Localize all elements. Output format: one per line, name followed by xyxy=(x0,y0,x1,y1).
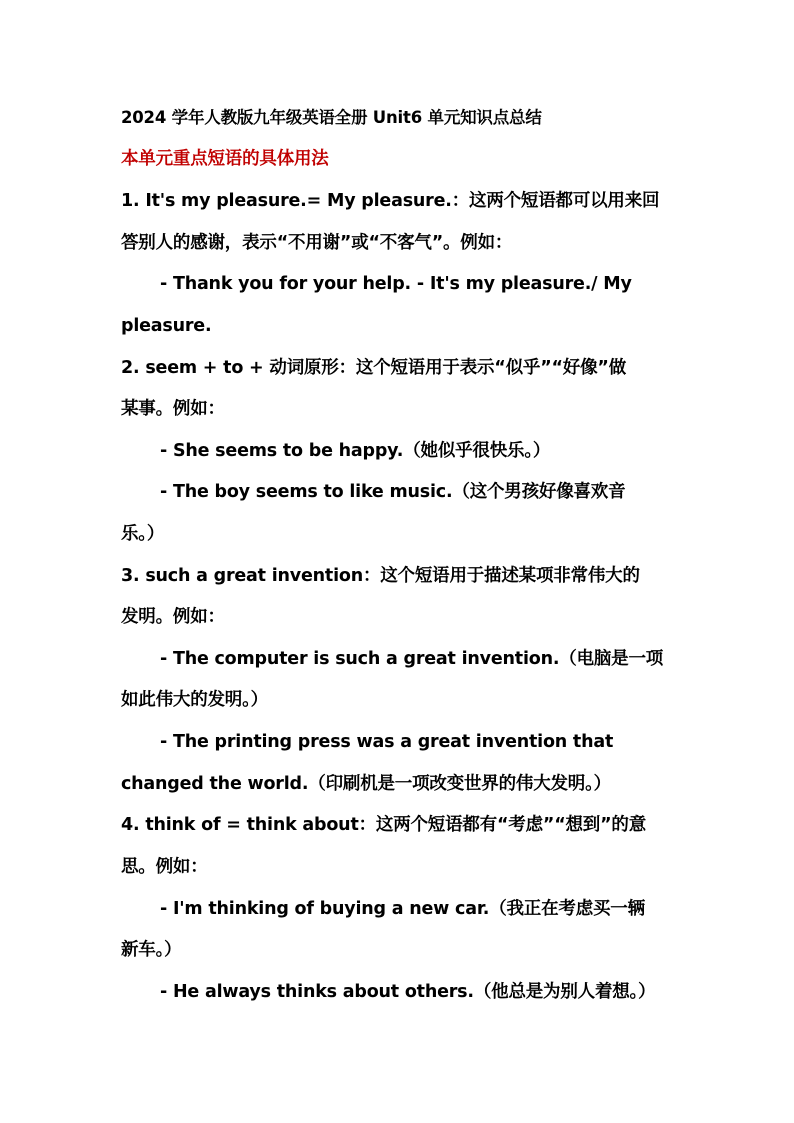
item-2-line-2: 某事。例如： xyxy=(121,399,225,419)
item-3-example-2-line-1: - The printing press was a great invention that xyxy=(160,732,614,752)
document-title: 2024 学年人教版九年级英语全册 Unit6 单元知识点总结 xyxy=(121,108,542,127)
item-4-example-1-line-2: 新车。） xyxy=(121,940,182,960)
item-4-line-2: 思。例如： xyxy=(121,857,208,877)
item-3-line-2: 发明。例如： xyxy=(121,607,225,627)
section-heading: 本单元重点短语的具体用法 xyxy=(121,149,329,169)
item-2-example-1: - She seems to be happy.（她似乎很快乐。） xyxy=(160,441,551,461)
item-1-line-1: 1. It's my pleasure.= My pleasure.：这两个短语都可以用来回 xyxy=(121,191,660,211)
item-2-example-2-line-2: 乐。） xyxy=(121,524,165,544)
item-3-example-1-line-1: - The computer is such a great invention.（电脑是一项 xyxy=(160,649,664,669)
item-1-example-1-line-1: - Thank you for your help. - It's my pleasure./ My xyxy=(160,274,632,294)
item-2-line-1: 2. seem + to + 动词原形：这个短语用于表示“似乎”“好像”做 xyxy=(121,358,626,378)
item-4-line-1: 4. think of = think about：这两个短语都有“考虑”“想到”的意 xyxy=(121,815,647,835)
item-3-example-1-line-2: 如此伟大的发明。） xyxy=(121,690,268,710)
item-4-example-2: - He always thinks about others.（他总是为别人着想。） xyxy=(160,982,656,1002)
item-4-example-1-line-1: - I'm thinking of buying a new car.（我正在考虑买一辆 xyxy=(160,899,645,919)
item-3-example-2-line-2: changed the world.（印刷机是一项改变世界的伟大发明。） xyxy=(121,774,611,794)
item-1-example-1-line-2: pleasure. xyxy=(121,316,212,336)
item-3-line-1: 3. such a great invention：这个短语用于描述某项非常伟大的 xyxy=(121,566,640,586)
item-1-line-2: 答别人的感谢，表示“不用谢”或“不客气”。例如： xyxy=(121,233,513,253)
item-2-example-2-line-1: - The boy seems to like music.（这个男孩好像喜欢音 xyxy=(160,482,626,502)
